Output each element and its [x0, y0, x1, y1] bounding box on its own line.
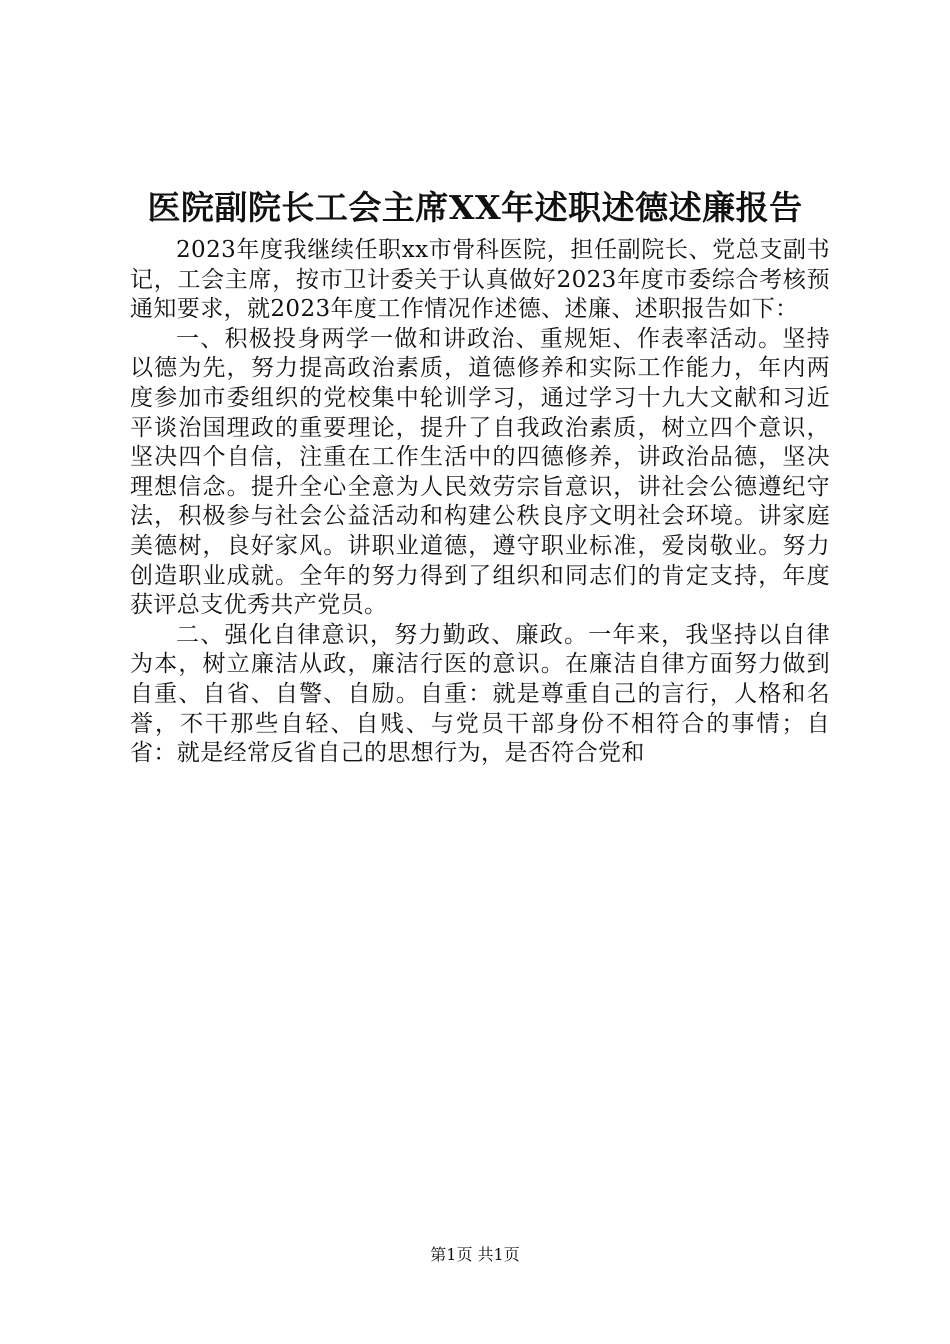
paragraph-section-one: 一、积极投身两学一做和讲政治、重规矩、作表率活动。坚持以德为先，努力提高政治素质，道德修养和实际工作能力，年内两度参加市委组织的党校集中轮训学习，通过学习十九大文献和习近平谈治国理政的重要理论，提升了自我政治素质，树立四个意识，坚决四个自信，注重在工作生活中的四德修养，讲政治品德，坚决理想信念。提升全心全意为人民效劳宗旨意识，讲社会公德遵纪守法，积极参与社会公益活动和构建公秩良序文明社会环境。讲家庭美德树，良好家风。讲职业道德，遵守职业标准，爱岗敬业。努力创造职业成就。全年的努力得到了组织和同志们的肯定支持，年度获评总支优秀共产党员。	[130, 325, 830, 619]
page-footer: 第1页 共1页	[430, 1245, 520, 1264]
paragraph-intro: 2023年度我继续任职xx市骨科医院，担任副院长、党总支副书记，工会主席，按市卫计委关于认真做好2023年度市委综合考核预通知要求，就2023年度工作情况作述德、述廉、述职报告如下：	[130, 237, 830, 323]
document-title: 医院副院长工会主席XX年述职述德述廉报告	[147, 188, 803, 227]
paragraph-section-two: 二、强化自律意识，努力勤政、廉政。一年来，我坚持以自律为本，树立廉洁从政，廉洁行医的意识。在廉洁自律方面努力做到自重、自省、自警、自励。自重：就是尊重自己的言行，人格和名誉，不干那些自轻、自贱、与党员干部身份不相符合的事情；自省：就是经常反省自己的思想行为，是否符合党和	[130, 621, 830, 767]
document-body	[130, 236, 830, 769]
